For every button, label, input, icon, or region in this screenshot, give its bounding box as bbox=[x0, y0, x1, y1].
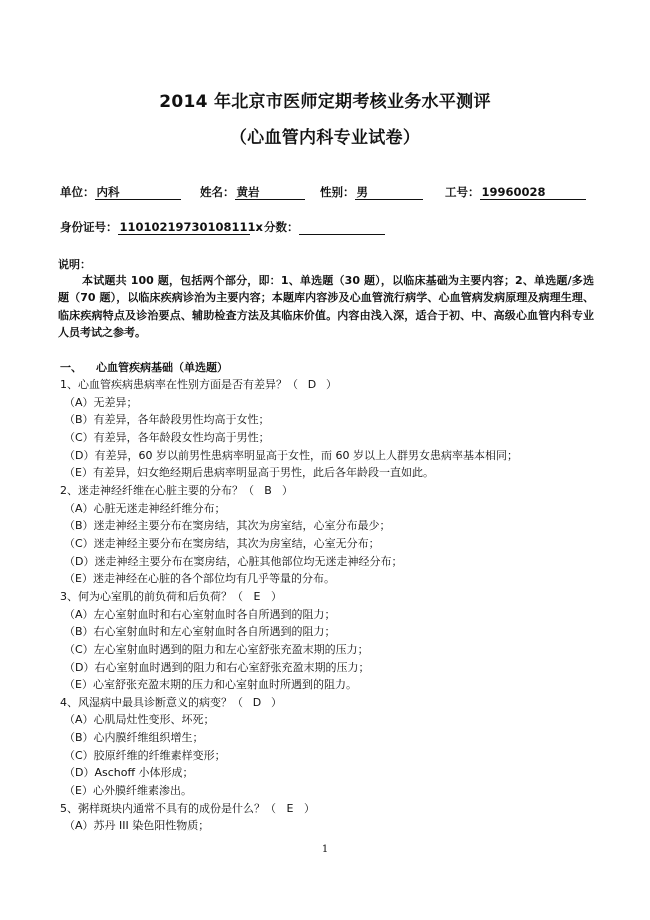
question-1 bbox=[60, 376, 600, 394]
option-e: （E）心室舒张充盈末期的压力和心室射血时所遇到的阻力。 bbox=[64, 678, 357, 692]
option-b: （B）心内膜纤维组织增生； bbox=[64, 731, 204, 745]
gender-field bbox=[320, 184, 423, 200]
question-text: 4、风湿病中最具诊断意义的病变？（ bbox=[60, 695, 243, 709]
option-e: （E）心外膜纤维素渗出。 bbox=[64, 784, 192, 798]
option-a: （A）苏丹 III 染色阳性物质； bbox=[64, 819, 210, 833]
option-a: （A）左心室射血时和右心室射血时各自所遇到的阻力； bbox=[64, 607, 336, 621]
idcard-field bbox=[60, 219, 263, 235]
option-c: （C）迷走神经主要分布在窦房结，其次为房室结，心室无分布； bbox=[64, 536, 380, 550]
answer-value: D bbox=[307, 378, 317, 391]
option-d: （D）右心室射血时遇到的阻力和右心室舒张充盈末期的压力； bbox=[64, 660, 370, 674]
question-3 bbox=[60, 588, 600, 606]
unit-value: 内科 bbox=[95, 185, 181, 200]
option-d: （D）Aschoff 小体形成； bbox=[64, 766, 194, 780]
option-b: （B）迷走神经主要分布在窦房结，其次为房室结，心室分布最少； bbox=[64, 519, 391, 533]
question-list bbox=[60, 376, 600, 835]
score-field bbox=[264, 219, 385, 235]
question-text: 3、何为心室肌的前负荷和后负荷？（ bbox=[60, 589, 243, 603]
unit-label: 单位： bbox=[60, 185, 95, 199]
option-a: （A）心肌局灶性变形、坏死； bbox=[64, 713, 215, 727]
option-e: （E）迷走神经在心脏的各个部位均有几乎等量的分布。 bbox=[64, 572, 335, 586]
question-close: ） bbox=[326, 378, 337, 391]
question-text: 2、迷走神经纤维在心脏主要的分布？（ bbox=[60, 483, 254, 497]
question-close: ） bbox=[282, 483, 293, 497]
section-number: 一、 bbox=[60, 361, 82, 374]
answer-value: D bbox=[252, 695, 262, 709]
exam-title: 2014 年北京市医师定期考核业务水平测评 bbox=[159, 92, 491, 112]
name-value: 黄岩 bbox=[235, 185, 305, 200]
option-d: （D）有差异，60 岁以前男性患病率明显高于女性，而 60 岁以上人群男女患病率基本相同； bbox=[64, 448, 518, 462]
option-c: （C）左心室射血时遇到的阻力和左心室舒张充盈末期的压力； bbox=[64, 642, 369, 656]
option-c: （C）胶原纤维的纤维素样变形； bbox=[64, 748, 226, 762]
exam-subtitle: （心血管内科专业试卷） bbox=[229, 128, 421, 148]
gender-label: 性别： bbox=[320, 185, 355, 199]
answer-value: E bbox=[253, 589, 261, 603]
option-a: （A）无差异； bbox=[64, 395, 138, 409]
question-text: 5、粥样斑块内通常不具有的成份是什么？（ bbox=[60, 801, 276, 815]
question-close: ） bbox=[304, 801, 315, 815]
score-value bbox=[299, 234, 385, 235]
description-heading: 说明： bbox=[58, 258, 91, 271]
answer-value: B bbox=[264, 483, 272, 497]
unit-field bbox=[60, 184, 181, 200]
name-label: 姓名： bbox=[200, 185, 235, 199]
question-close: ） bbox=[271, 695, 282, 709]
employee-id-value: 19960028 bbox=[480, 185, 586, 200]
employee-id-label: 工号： bbox=[445, 185, 480, 199]
answer-value: E bbox=[286, 801, 294, 815]
question-2 bbox=[60, 482, 600, 500]
employee-id-field bbox=[445, 184, 586, 200]
option-a: （A）心脏无迷走神经纤维分布； bbox=[64, 501, 226, 515]
option-d: （D）迷走神经主要分布在窦房结，心脏其他部位均无迷走神经分布； bbox=[64, 554, 403, 568]
section-title: 心血管疾病基础（单选题） bbox=[96, 361, 228, 374]
name-field bbox=[200, 184, 305, 200]
question-4 bbox=[60, 694, 600, 712]
question-text: 1、心血管疾病患病率在性别方面是否有差异？（ bbox=[60, 378, 298, 391]
score-label: 分数： bbox=[264, 220, 299, 234]
section-heading bbox=[60, 359, 228, 375]
idcard-value: 11010219730108111x bbox=[119, 220, 263, 234]
question-5 bbox=[60, 800, 600, 818]
description-text: 本试题共 100 题，包括两个部分，即：1、单选题（30 题），以临床基础为主要内容；2、单选题/多选题（70 题），以临床疾病诊治为主要内容；本题库内容涉及心血管流行病学、心血管病发病原理及病理生理、临床疾病特点及诊治要点、辅助检查方法及其临床价值。内容由浅入深，适合于初、中、高级心血管内科专业人员考试之参考。 bbox=[58, 274, 594, 340]
option-e: （E）有差异，妇女绝经期后患病率明显高于男性，此后各年龄段一直如此。 bbox=[64, 466, 434, 480]
idcard-label: 身份证号： bbox=[60, 220, 118, 234]
page-number: 1 bbox=[321, 844, 329, 855]
question-close: ） bbox=[271, 589, 282, 603]
option-c: （C）有差异，各年龄段女性均高于男性； bbox=[64, 430, 270, 444]
gender-value: 男 bbox=[355, 185, 423, 200]
option-b: （B）有差异，各年龄段男性均高于女性； bbox=[64, 413, 270, 427]
option-b: （B）右心室射血时和左心室射血时各自所遇到的阻力； bbox=[64, 625, 336, 639]
